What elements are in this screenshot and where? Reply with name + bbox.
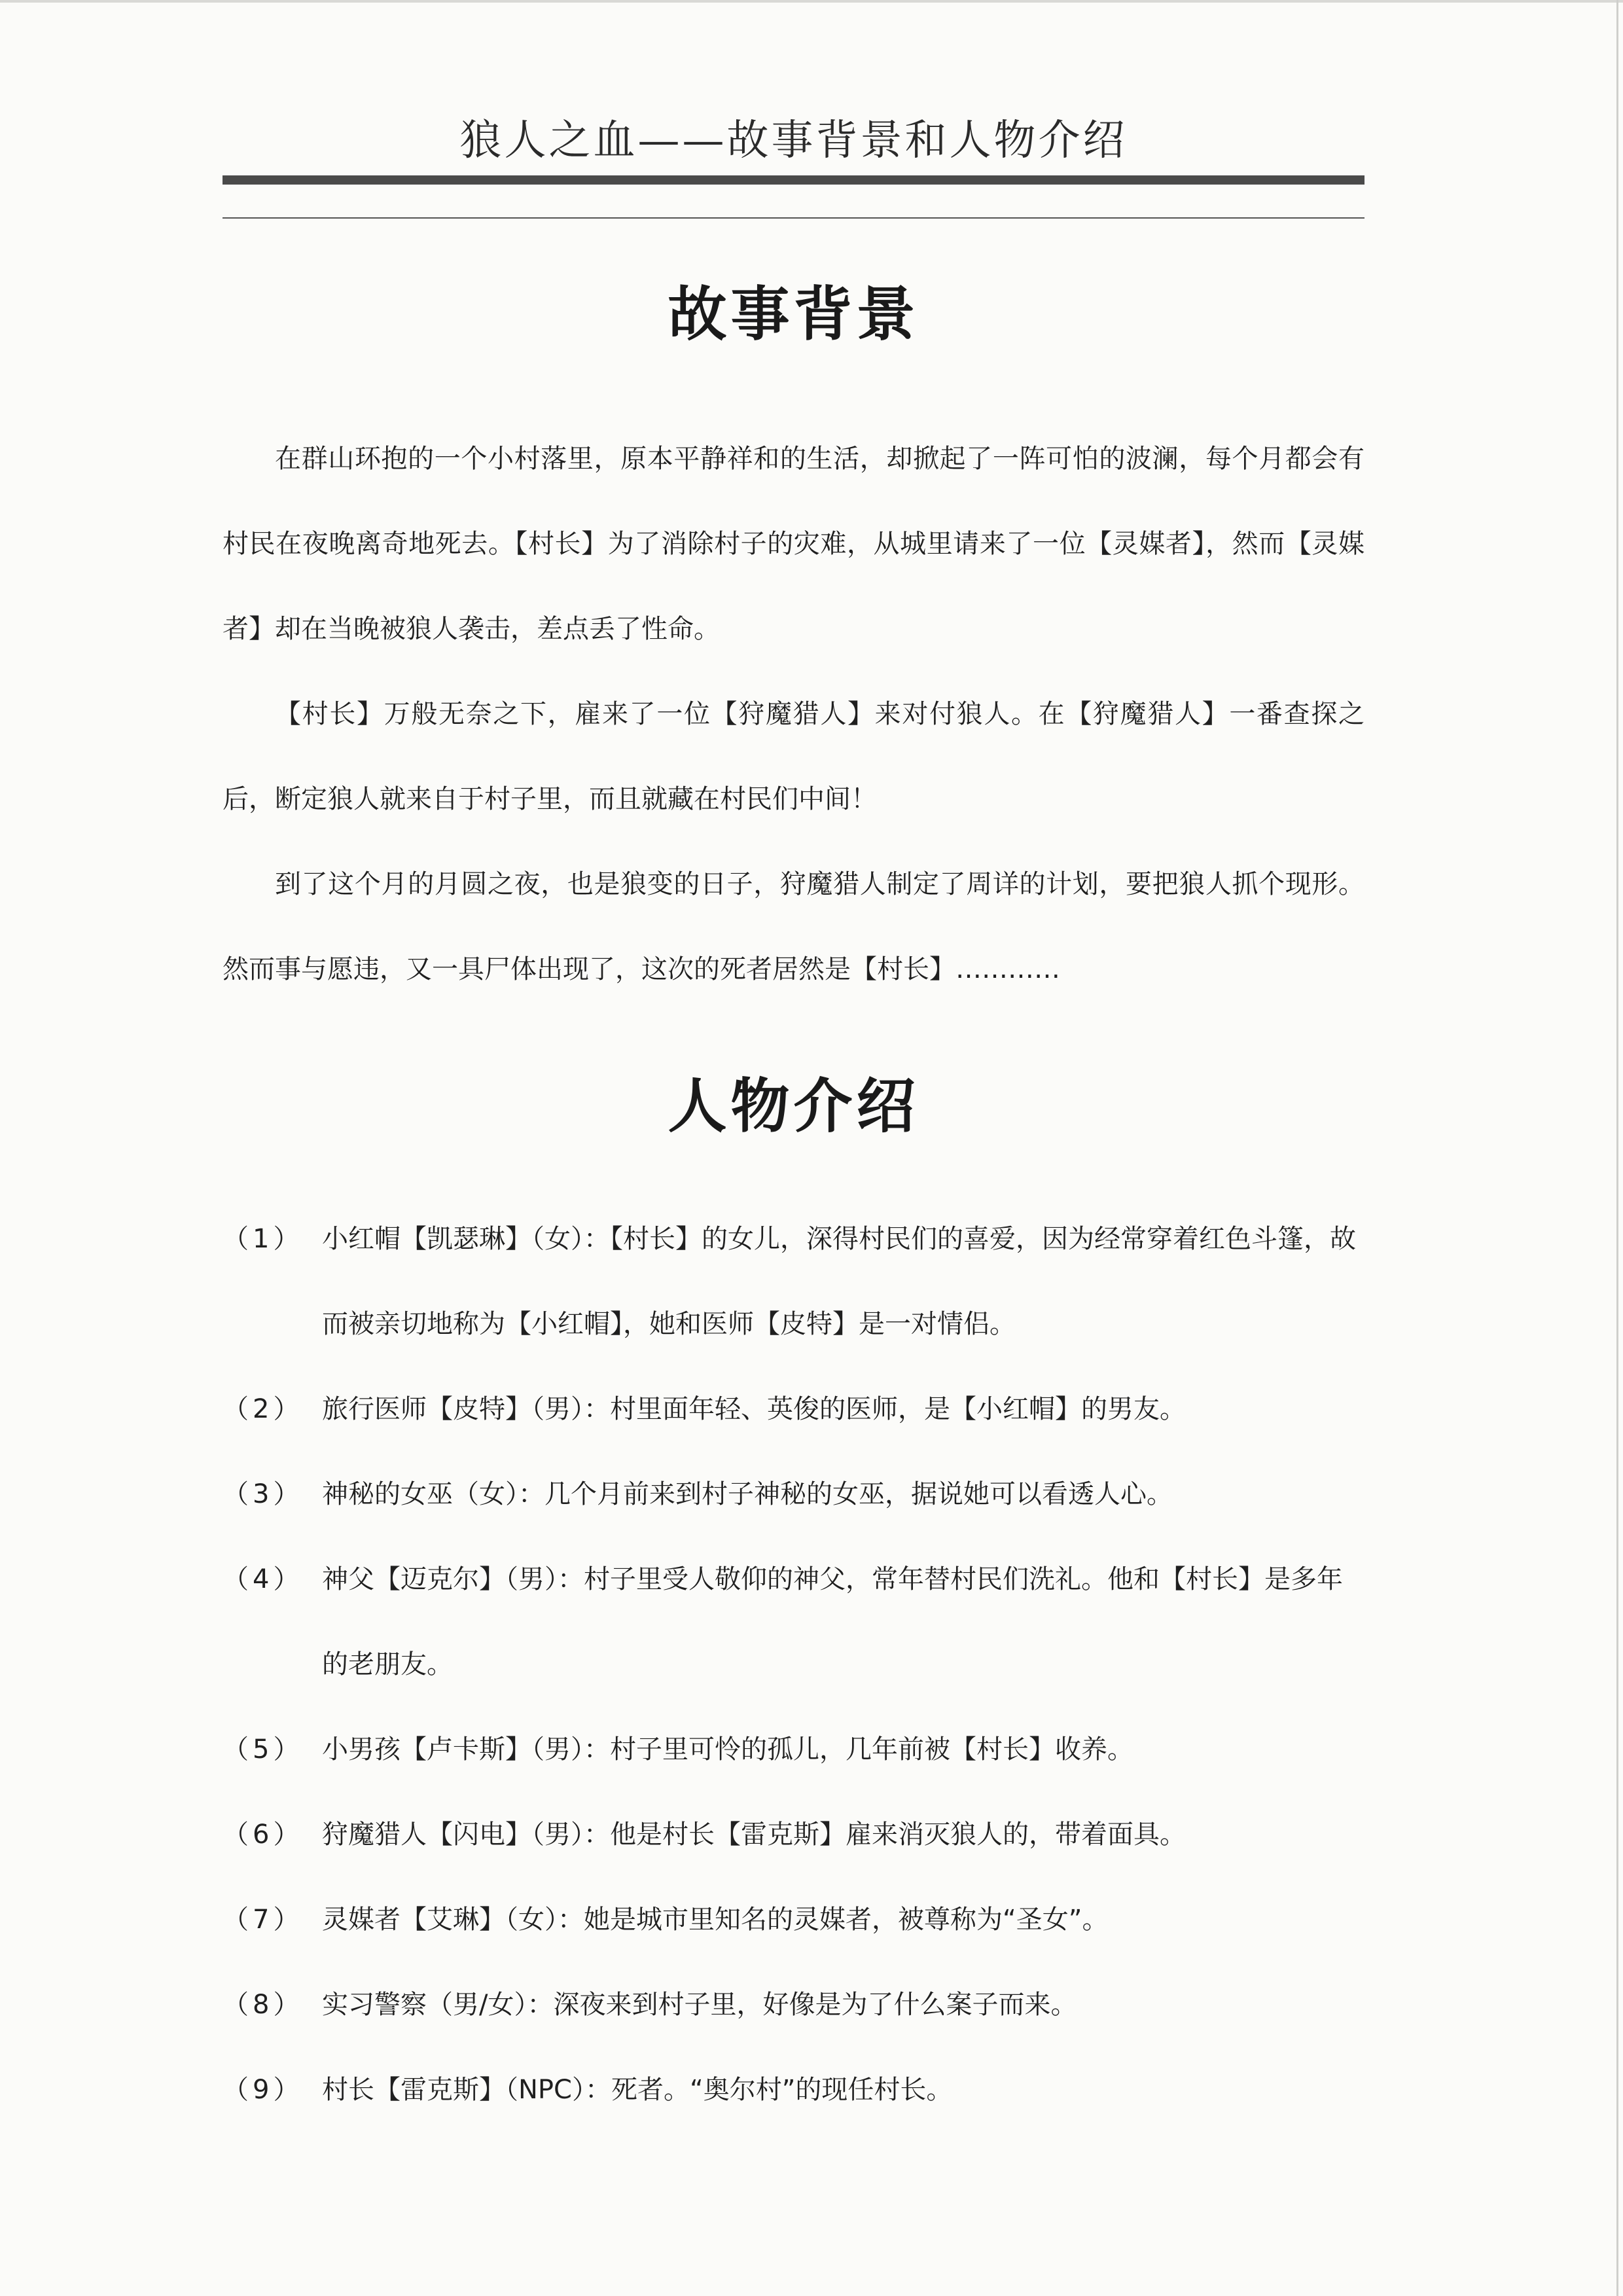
character-description: 村长【雷克斯】（NPC）：死者。“奥尔村”的现任村长。 (322, 2075, 953, 2105)
character-number: （1） (223, 1224, 304, 1254)
character-number: （3） (223, 1479, 304, 1509)
character-description: 实习警察（男/女）：深夜来到村子里，好像是为了什么案子而来。 (322, 1990, 1077, 2020)
character-item (223, 1962, 1364, 2047)
header-rule-thick (223, 175, 1364, 185)
character-description: 灵媒者【艾琳】（女）：她是城市里知名的灵媒者，被尊称为“圣女”。 (322, 1905, 1109, 1935)
character-number: （6） (223, 1820, 304, 1850)
character-description: 神父【迈克尔】（男）：村子里受人敬仰的神父，常年替村民们洗礼。他和【村长】是多年的老朋友。 (322, 1564, 1343, 1679)
character-item (223, 1537, 1364, 1707)
character-number: （4） (223, 1564, 304, 1594)
story-heading: 故事背景 (668, 279, 919, 349)
story-paragraph: 在群山环抱的一个小村落里，原本平静祥和的生活，却掀起了一阵可怕的波澜，每个月都会有村民在夜晚离奇地死去。【村长】为了消除村子的灾难，从城里请来了一位【灵媒者】，然而【灵媒者】却在当晚被狼人袭击，差点丢了性命。 (223, 444, 1364, 644)
character-description: 小红帽【凯瑟琳】（女）：【村长】的女儿，深得村民们的喜爱，因为经常穿着红色斗篷，故而被亲切地称为【小红帽】，她和医师【皮特】是一对情侣。 (322, 1224, 1356, 1339)
character-number: （7） (223, 1905, 304, 1935)
story-paragraph: 到了这个月的月圆之夜，也是狼变的日子，狩魔猎人制定了周详的计划，要把狼人抓个现形。然而事与愿违，又一具尸体出现了，这次的死者居然是【村长】………… (223, 869, 1364, 984)
character-number: （8） (223, 1990, 304, 2020)
character-item (223, 2047, 1364, 2132)
character-item (223, 1452, 1364, 1537)
character-item (223, 1792, 1364, 1877)
character-description: 神秘的女巫（女）：几个月前来到村子神秘的女巫，据说她可以看透人心。 (322, 1479, 1173, 1509)
character-item (223, 1367, 1364, 1452)
page-header-title: 狼人之血——故事背景和人物介绍 (459, 117, 1128, 165)
character-item (223, 1877, 1364, 1962)
scan-edge-right (1616, 0, 1618, 2296)
character-list (223, 1196, 1364, 2132)
character-number: （9） (223, 2075, 304, 2105)
characters-heading: 人物介绍 (668, 1071, 919, 1141)
story-paragraph: 【村长】万般无奈之下，雇来了一位【狩魔猎人】来对付狼人。在【狩魔猎人】一番查探之后，断定狼人就来自于村子里，而且就藏在村民们中间！ (223, 699, 1364, 814)
character-description: 小男孩【卢卡斯】（男）：村子里可怜的孤儿，几年前被【村长】收养。 (322, 1734, 1133, 1765)
document-page (223, 0, 1364, 2296)
header-rule-thin (223, 217, 1364, 219)
character-number: （5） (223, 1734, 304, 1765)
character-number: （2） (223, 1394, 304, 1424)
character-item (223, 1707, 1364, 1792)
character-description: 狩魔猎人【闪电】（男）：他是村长【雷克斯】雇来消灭狼人的，带着面具。 (322, 1820, 1186, 1850)
character-description: 旅行医师【皮特】（男）：村里面年轻、英俊的医师，是【小红帽】的男友。 (322, 1394, 1186, 1424)
story-body (223, 416, 1364, 1012)
character-item (223, 1196, 1364, 1367)
